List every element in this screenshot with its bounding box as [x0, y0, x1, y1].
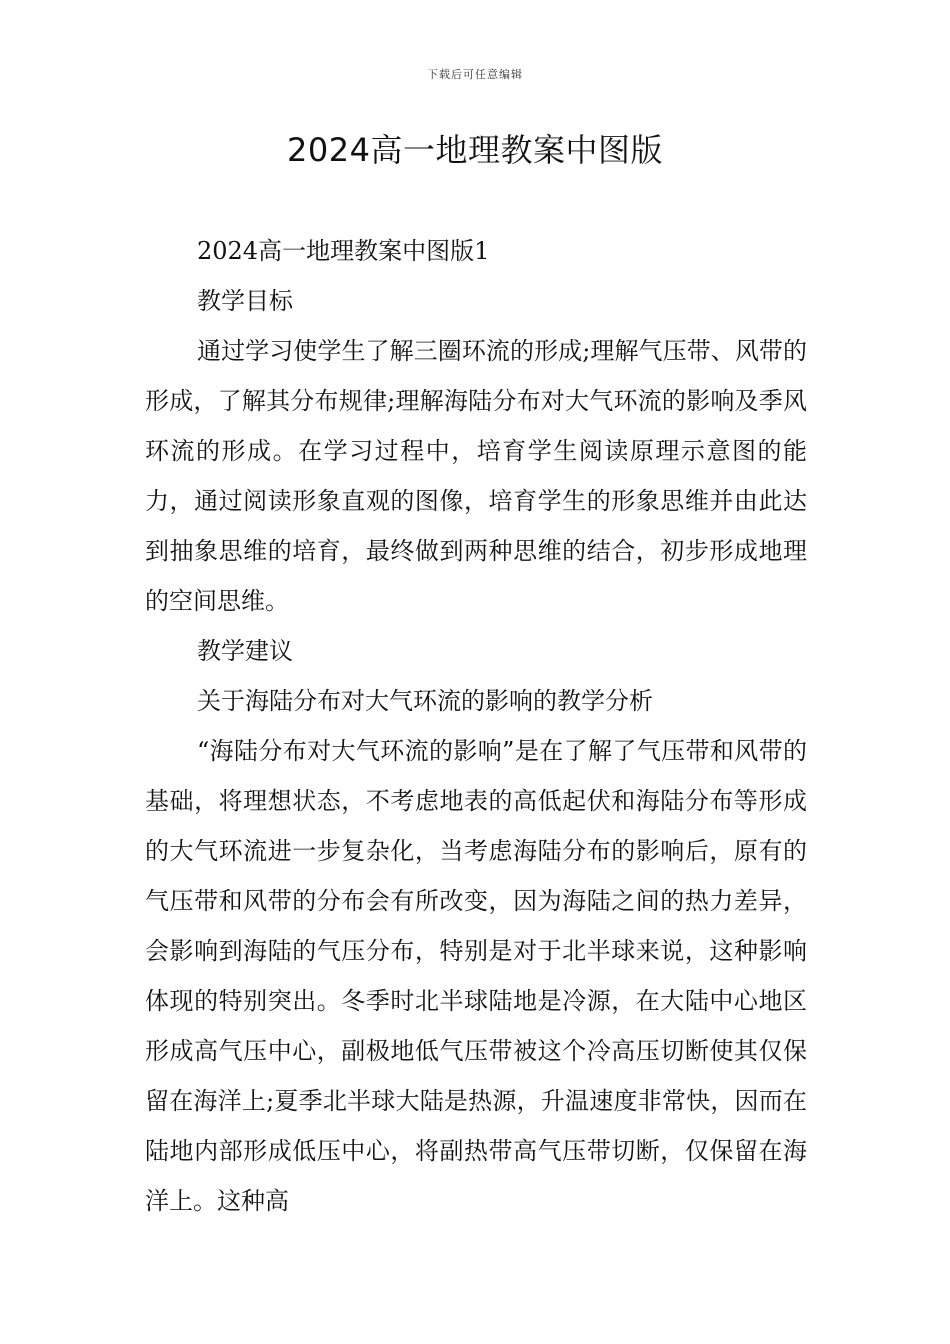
paragraph-objectives-text: 通过学习使学生了解三圈环流的形成;理解气压带、风带的形成，了解其分布规律;理解海陆分布对大气环流的影响及季风环流的形成。在学习过程中，培育学生阅读原理示意图的能力，通过阅读形象直观的图像，培育学生的形象思维并由此达到抽象思维的培育，最终做到两种思维的结合，初步形成地理的空间思维。: [145, 337, 807, 615]
paragraph-analysis-heading: 关于海陆分布对大气环流的影响的教学分析: [197, 687, 653, 715]
document-body: [145, 226, 807, 1226]
paragraph-heading-objectives: 教学目标: [197, 287, 293, 315]
document-title: 2024高一地理教案中图版: [287, 131, 663, 169]
paragraph-subtitle: 2024高一地理教案中图版1: [197, 237, 490, 265]
paragraph-heading-suggestions: 教学建议: [197, 637, 293, 665]
paragraph-analysis-text: “海陆分布对大气环流的影响”是在了解了气压带和风带的基础，将理想状态，不考虑地表的高低起伏和海陆分布等形成的大气环流进一步复杂化，当考虑海陆分布的影响后，原有的气压带和风带的分布会有所改变，因为海陆之间的热力差异，会影响到海陆的气压分布，特别是对于北半球来说，这种影响体现的特别突出。冬季时北半球陆地是冷源，在大陆中心地区形成高气压中心，副极地低气压带被这个冷高压切断使其仅保留在海洋上;夏季北半球大陆是热源，升温速度非常快，因而在陆地内部形成低压中心，将副热带高气压带切断，仅保留在海洋上。这种高: [145, 737, 807, 1215]
page-header-note: 下载后可任意编辑: [427, 68, 523, 81]
